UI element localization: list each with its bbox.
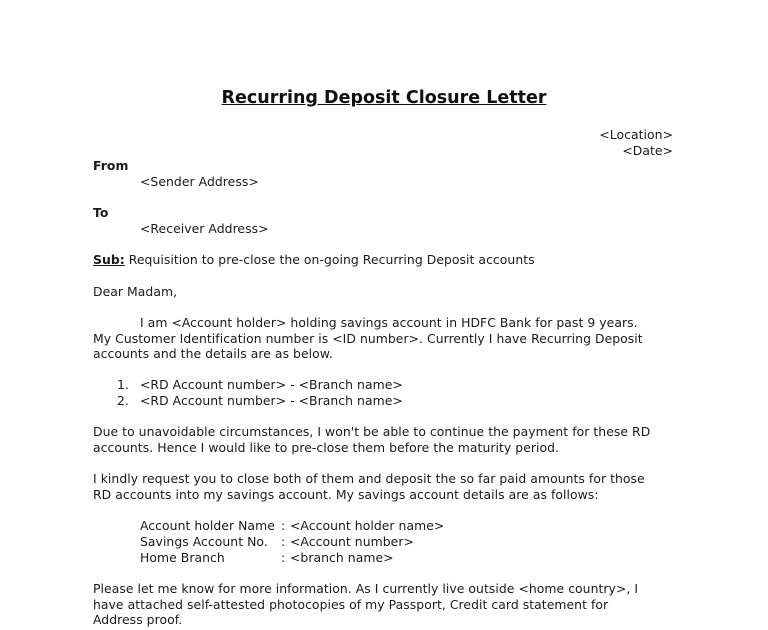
detail-label: Account holder Name: [140, 518, 275, 533]
detail-value: <Account holder name>: [290, 518, 445, 533]
from-label: From: [93, 158, 129, 173]
location: <Location>: [599, 127, 673, 142]
receiver-address: <Receiver Address>: [140, 221, 269, 236]
letter-title: Recurring Deposit Closure Letter: [221, 88, 547, 108]
sender-address: <Sender Address>: [140, 174, 259, 189]
subject-line: [93, 252, 535, 267]
subject-text: Requisition to pre-close the on-going Recurring Deposit accounts: [124, 252, 535, 267]
para3-line: RD accounts into my savings account. My savings account details are as follows:: [93, 487, 599, 502]
para1-line: accounts and the details are as below.: [93, 346, 333, 361]
para2-line: accounts. Hence I would like to pre-close them before the maturity period.: [93, 440, 560, 455]
para3-line: I kindly request you to close both of them and deposit the so far paid amounts for those: [93, 471, 645, 486]
rd-list-number: 1.: [117, 377, 129, 392]
detail-separator: :: [281, 550, 286, 565]
para4-line: Please let me know for more information. As I currently live outside <home country>, I: [93, 581, 639, 596]
para4-line: Address proof.: [93, 612, 183, 627]
rd-list-item: <RD Account number> - <Branch name>: [140, 377, 403, 392]
para2-line: Due to unavoidable circumstances, I won't be able to continue the payment for these RD: [93, 424, 651, 439]
rd-list-item: <RD Account number> - <Branch name>: [140, 393, 403, 408]
subject-label: Sub:: [93, 252, 125, 267]
detail-label: Home Branch: [140, 550, 225, 565]
para1-line: I am <Account holder> holding savings account in HDFC Bank for past 9 years.: [140, 315, 638, 330]
para1-line: My Customer Identification number is <ID number>. Currently I have Recurring Deposit: [93, 331, 643, 346]
para4-line: have attached self-attested photocopies of my Passport, Credit card statement for: [93, 597, 609, 612]
detail-label: Savings Account No.: [140, 534, 268, 549]
to-label: To: [93, 205, 109, 220]
rd-list-number: 2.: [117, 393, 129, 408]
detail-separator: :: [281, 518, 286, 533]
detail-value: <Account number>: [290, 534, 414, 549]
salutation: Dear Madam,: [93, 284, 178, 299]
detail-separator: :: [281, 534, 286, 549]
date: <Date>: [622, 143, 673, 158]
detail-value: <branch name>: [290, 550, 394, 565]
